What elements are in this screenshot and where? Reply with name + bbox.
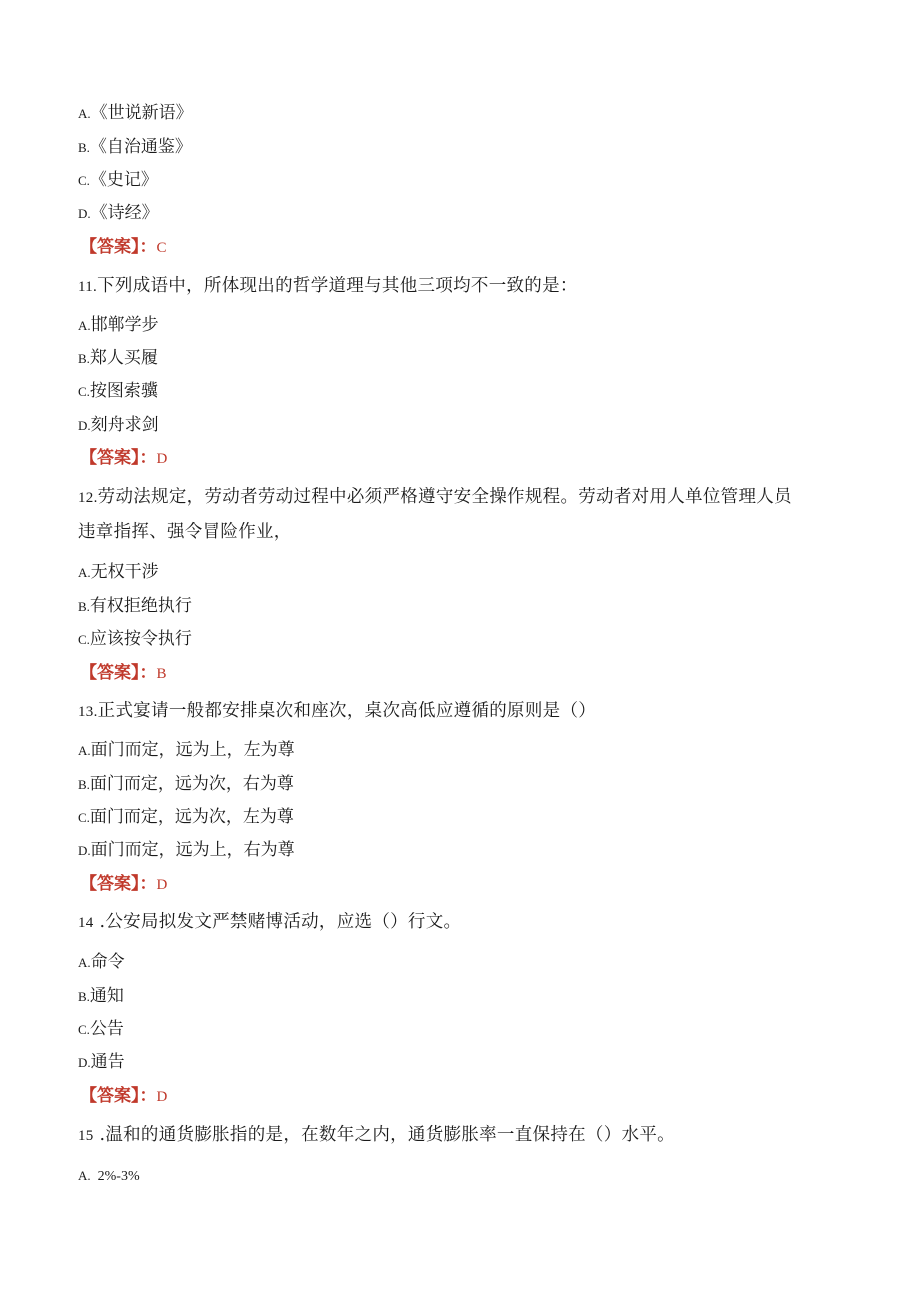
option-b: B.郑人买履: [78, 348, 158, 368]
option-c: C.《史记》: [78, 170, 158, 190]
option-a: A.面门而定，远为上，左为尊: [78, 740, 295, 760]
option-a: A.邯郸学步: [78, 315, 159, 335]
question-stem: 15 .温和的通货膨胀指的是，在数年之内，通货膨胀率一直保持在（）水平。: [78, 1125, 675, 1145]
option-b: B.面门而定，远为次，右为尊: [78, 774, 294, 794]
option-d: D.通告: [78, 1052, 125, 1072]
option-a: A.无权干涉: [78, 562, 159, 582]
question-stem-continued: 违章指挥、强令冒险作业，: [78, 522, 292, 542]
option-d: D.刻舟求剑: [78, 415, 159, 435]
option-b: B.通知: [78, 986, 124, 1006]
answer-line: 【答案】：D: [80, 448, 168, 468]
option-b: B.有权拒绝执行: [78, 596, 192, 616]
option-c: C.公告: [78, 1019, 124, 1039]
option-d: D.《诗经》: [78, 203, 159, 223]
option-c: C.面门而定，远为次，左为尊: [78, 807, 294, 827]
question-stem: 11.下列成语中，所体现出的哲学道理与其他三项均不一致的是：: [78, 276, 578, 296]
question-stem: 13.正式宴请一般都安排桌次和座次，桌次高低应遵循的原则是（）: [78, 701, 597, 721]
option-a: A.命令: [78, 952, 125, 972]
question-stem: 14 .公安局拟发文严禁赌博活动，应选（）行文。: [78, 912, 462, 932]
option-a: A.《世说新语》: [78, 103, 193, 123]
answer-line: 【答案】：B: [80, 663, 167, 683]
option-a: A. 2%-3%: [78, 1168, 140, 1184]
option-c: C.应该按令执行: [78, 629, 192, 649]
option-c: C.按图索骥: [78, 381, 158, 401]
answer-line: 【答案】：D: [80, 1086, 168, 1106]
option-b: B.《自治通鉴》: [78, 137, 192, 157]
question-stem: 12.劳动法规定，劳动者劳动过程中必须严格遵守安全操作规程。劳动者对用人单位管理人员: [78, 487, 792, 507]
answer-line: 【答案】：D: [80, 874, 168, 894]
answer-line: 【答案】：C: [80, 237, 167, 257]
option-d: D.面门而定，远为上，右为尊: [78, 840, 295, 860]
